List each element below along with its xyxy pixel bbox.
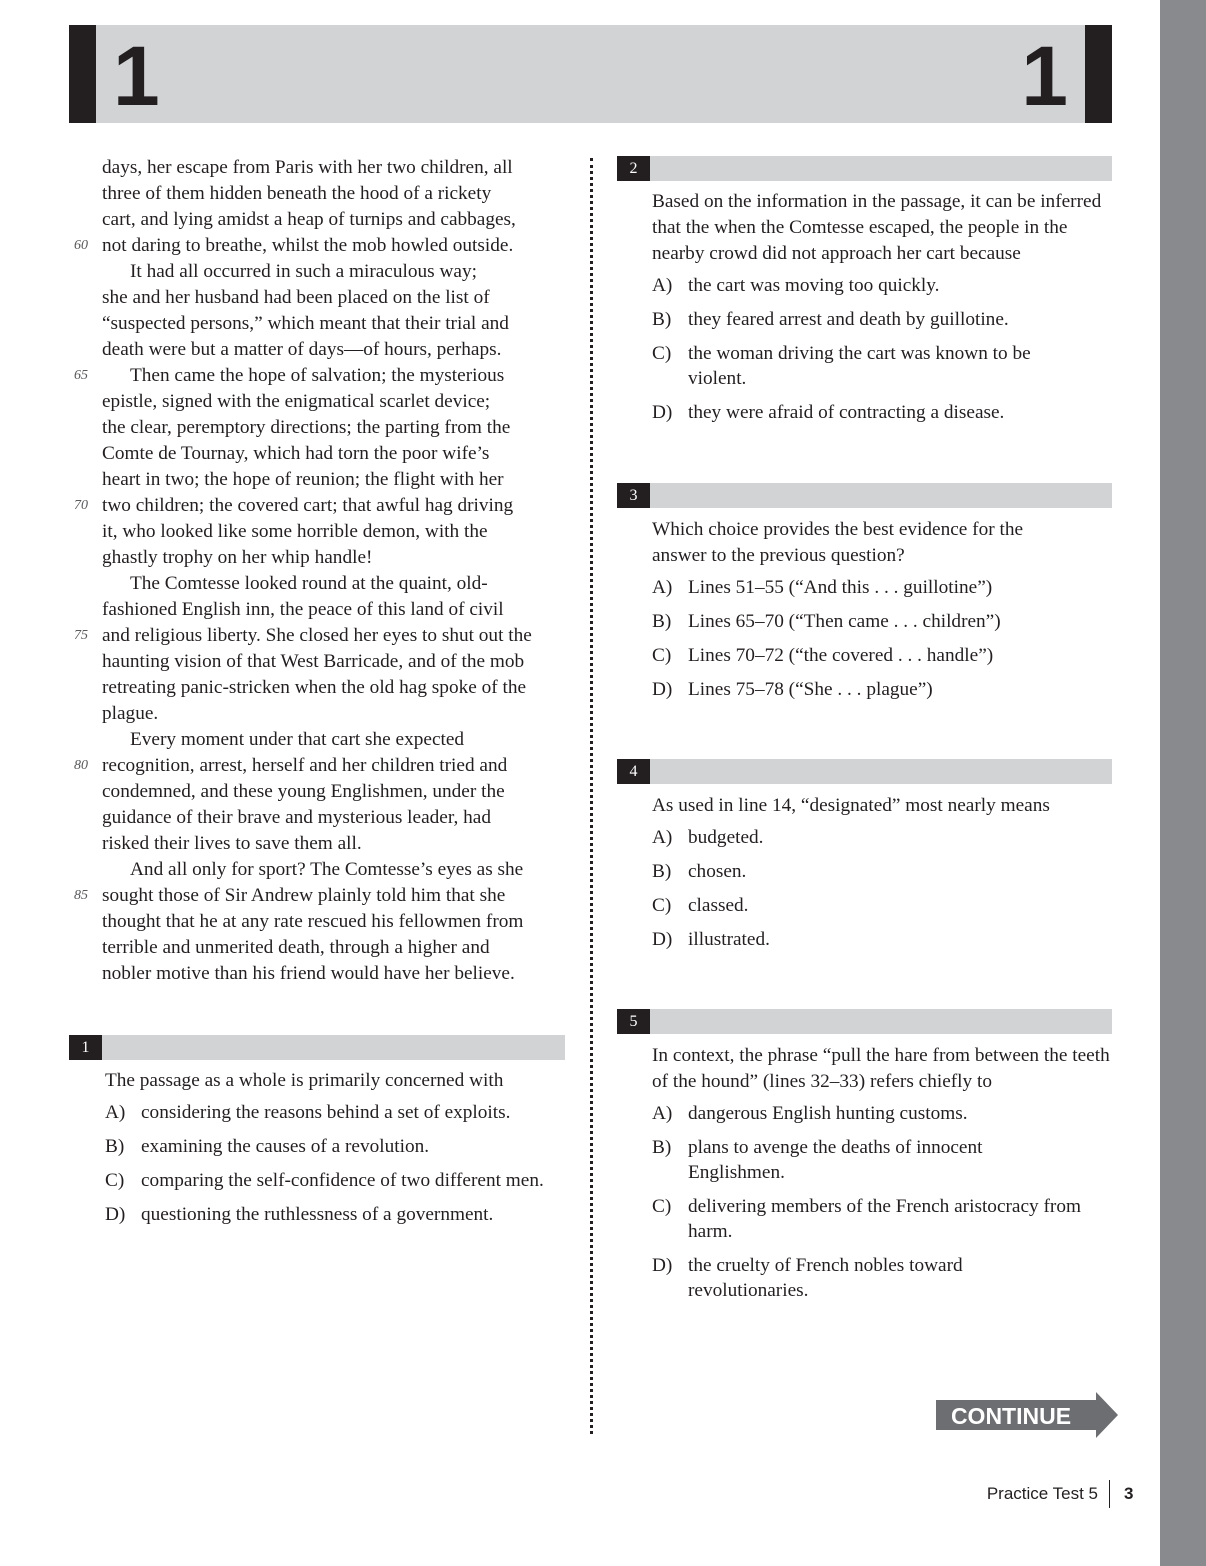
question-2-number: 2 (617, 156, 650, 181)
answer-choice[interactable] (652, 609, 1072, 634)
passage-line (102, 701, 572, 727)
choice-text: considering the reasons behind a set of exploits. (141, 1102, 511, 1123)
page-edge-strip (1160, 0, 1206, 1566)
question-5-number: 5 (617, 1009, 650, 1034)
answer-choice[interactable] (652, 273, 1114, 298)
line-number: 85 (74, 888, 88, 903)
question-stem: Which choice provides the best evidence for the answer to the previous question? (652, 519, 1024, 566)
passage-line-text: and religious liberty. She closed her eyes to shut out the (102, 625, 532, 646)
passage-line-text: recognition, arrest, herself and her children tried and (102, 755, 508, 776)
question-5-bar (617, 1009, 1112, 1034)
passage-line-text: epistle, signed with the enigmatical scarlet device; (102, 391, 491, 412)
choice-letter: C) (652, 895, 672, 916)
line-number: 75 (74, 628, 88, 643)
choice-letter: C) (652, 645, 672, 666)
passage-line-text: Every moment under that cart she expected (130, 729, 465, 750)
passage-line (102, 259, 572, 285)
choice-letter: A) (652, 827, 673, 848)
passage-line (102, 779, 572, 805)
passage-line (102, 571, 572, 597)
answer-choice[interactable] (105, 1168, 575, 1193)
choice-text: illustrated. (688, 929, 770, 950)
question-stem: In context, the phrase “pull the hare from between the teeth of the hound” (lines 32–33) refers chiefly to (652, 1045, 1110, 1092)
section-number-left: 1 (113, 29, 160, 123)
answer-choice[interactable] (652, 893, 1114, 918)
choice-letter: D) (652, 929, 673, 950)
choice-text: plans to avenge the deaths of innocent Englishmen. (688, 1137, 983, 1183)
question-2 (652, 189, 1114, 434)
question-1-number: 1 (69, 1035, 102, 1060)
choice-letter: B) (105, 1136, 125, 1157)
passage-line (102, 337, 572, 363)
answer-choice[interactable] (652, 400, 1114, 425)
passage-line-text: “suspected persons,” which meant that their trial and (102, 313, 509, 334)
passage-line-text: death were but a matter of days—of hours, perhaps. (102, 339, 502, 360)
passage-line-text: It had all occurred in such a miraculous way; (130, 261, 477, 282)
choice-text: dangerous English hunting customs. (688, 1103, 968, 1124)
passage-line-text: haunting vision of that West Barricade, and of the mob (102, 651, 525, 672)
passage-line-text: it, who looked like some horrible demon, with the (102, 521, 488, 542)
choice-letter: B) (652, 861, 672, 882)
passage-line (74, 233, 572, 259)
passage-line (102, 649, 572, 675)
passage-line (102, 415, 572, 441)
question-stem: As used in line 14, “designated” most nearly means (652, 795, 1050, 816)
choice-letter: A) (652, 1103, 673, 1124)
choice-text: the cruelty of French nobles toward revolutionaries. (688, 1255, 963, 1301)
passage-line (102, 909, 572, 935)
choice-text: the woman driving the cart was known to be violent. (688, 343, 1031, 389)
passage-line-text: Comte de Tournay, which had torn the poor wife’s (102, 443, 490, 464)
passage-line-text: sought those of Sir Andrew plainly told him that she (102, 885, 506, 906)
passage-line (102, 155, 572, 181)
choice-letter: B) (652, 309, 672, 330)
passage-line-text: cart, and lying amidst a heap of turnips and cabbages, (102, 209, 516, 230)
passage-line (102, 389, 572, 415)
passage-line (74, 363, 572, 389)
passage-line-text: two children; the covered cart; that awful hag driving (102, 495, 514, 516)
answer-choice[interactable] (105, 1202, 575, 1227)
choice-text: Lines 51–55 (“And this . . . guillotine”) (688, 577, 993, 598)
passage-line-text: risked their lives to save them all. (102, 833, 362, 854)
question-4-bar (617, 759, 1112, 784)
choice-text: delivering members of the French aristocracy from harm. (688, 1196, 1081, 1242)
answer-choice[interactable] (652, 341, 1068, 391)
passage-line-text: three of them hidden beneath the hood of a rickety (102, 183, 492, 204)
passage-line-text: ghastly trophy on her whip handle! (102, 547, 373, 568)
passage-line (102, 961, 572, 987)
question-5 (652, 1043, 1114, 1312)
passage-line (102, 935, 572, 961)
passage-line-text: days, her escape from Paris with her two children, all (102, 157, 513, 178)
choice-letter: C) (652, 1196, 672, 1217)
passage-line-text: the clear, peremptory directions; the parting from the (102, 417, 511, 438)
answer-choice[interactable] (652, 927, 1114, 952)
answer-choice[interactable] (105, 1134, 575, 1159)
question-2-bar (617, 156, 1112, 181)
answer-choice[interactable] (105, 1100, 575, 1125)
question-stem: The passage as a whole is primarily concerned with (105, 1070, 504, 1091)
question-1-bar (69, 1035, 565, 1060)
choice-text: budgeted. (688, 827, 764, 848)
choice-letter: D) (105, 1204, 126, 1225)
choice-text: questioning the ruthlessness of a government. (141, 1204, 494, 1225)
passage-line (102, 675, 572, 701)
choice-text: classed. (688, 895, 749, 916)
passage-line-text: she and her husband had been placed on the list of (102, 287, 490, 308)
passage-line-text: Then came the hope of salvation; the mysterious (130, 365, 505, 386)
passage-line (102, 857, 572, 883)
passage-line (74, 493, 572, 519)
passage-line (102, 597, 572, 623)
column-divider (590, 158, 593, 1434)
choice-text: the cart was moving too quickly. (688, 275, 940, 296)
footer-test-name: Practice Test 5 (986, 1484, 1098, 1503)
continue-label: CONTINUE (950, 1403, 1072, 1429)
passage-line-text: thought that he at any rate rescued his fellowmen from (102, 911, 524, 932)
passage-line-text: condemned, and these young Englishmen, under the (102, 781, 505, 802)
passage-line-text: fashioned English inn, the peace of this land of civil (102, 599, 504, 620)
choice-letter: D) (652, 679, 673, 700)
line-number: 80 (74, 758, 88, 773)
choice-text: examining the causes of a revolution. (141, 1136, 430, 1157)
answer-choice[interactable] (652, 1194, 1108, 1244)
section-header (69, 25, 1112, 123)
question-4 (652, 793, 1114, 961)
question-3 (652, 517, 1072, 711)
passage-line-text: heart in two; the hope of reunion; the flight with her (102, 469, 504, 490)
choice-letter: C) (652, 343, 672, 364)
choice-text: comparing the self-confidence of two different men. (141, 1170, 544, 1191)
answer-choice[interactable] (652, 1135, 1058, 1185)
passage-line (102, 545, 572, 571)
choice-letter: A) (652, 577, 673, 598)
question-stem: Based on the information in the passage, it can be inferred that the when the Comtesse escaped, the people in the nearby crowd did not approach her cart because (652, 191, 1102, 264)
question-3-bar (617, 483, 1112, 508)
footer-separator (1109, 1480, 1110, 1508)
answer-choice[interactable] (652, 1253, 1058, 1303)
passage-line (102, 519, 572, 545)
choice-text: Lines 65–70 (“Then came . . . children”) (688, 611, 1001, 632)
choice-letter: C) (105, 1170, 125, 1191)
question-3-number: 3 (617, 483, 650, 508)
choice-letter: D) (652, 1255, 673, 1276)
answer-choice[interactable] (652, 575, 1072, 600)
choice-text: Lines 75–78 (“She . . . plague”) (688, 679, 933, 700)
header-right-block (1085, 25, 1112, 123)
answer-choice[interactable] (652, 859, 1114, 884)
passage-line-text: The Comtesse looked round at the quaint, old- (130, 573, 488, 594)
answer-choice[interactable] (652, 677, 1072, 702)
passage-line-text: not daring to breathe, whilst the mob howled outside. (102, 235, 514, 256)
choice-text: Lines 70–72 (“the covered . . . handle”) (688, 645, 994, 666)
question-4-number: 4 (617, 759, 650, 784)
passage-line (74, 623, 572, 649)
passage-line (102, 831, 572, 857)
passage-line-text: nobler motive than his friend would have her believe. (102, 963, 515, 984)
passage-line (102, 727, 572, 753)
answer-choice[interactable] (652, 643, 1072, 668)
reading-passage (74, 155, 572, 987)
choice-text: they were afraid of contracting a disease. (688, 402, 1005, 423)
passage-line (102, 311, 572, 337)
choice-letter: A) (652, 275, 673, 296)
passage-line (102, 467, 572, 493)
question-1 (105, 1068, 575, 1236)
choice-text: they feared arrest and death by guillotine. (688, 309, 1009, 330)
passage-line-text: guidance of their brave and mysterious leader, had (102, 807, 491, 828)
continue-button[interactable] (936, 1392, 1118, 1438)
answer-choice[interactable] (652, 1101, 1058, 1126)
choice-letter: A) (105, 1102, 126, 1123)
section-number-right: 1 (1021, 29, 1068, 123)
passage-line (102, 207, 572, 233)
answer-choice[interactable] (652, 825, 1114, 850)
header-left-block (69, 25, 96, 123)
passage-line-text: retreating panic-stricken when the old hag spoke of the (102, 677, 527, 698)
passage-line (74, 883, 572, 909)
line-number: 60 (74, 238, 88, 253)
choice-letter: B) (652, 611, 672, 632)
passage-line (74, 753, 572, 779)
choice-letter: D) (652, 402, 673, 423)
passage-line (102, 805, 572, 831)
line-number: 70 (74, 498, 88, 513)
passage-line-text: plague. (102, 703, 159, 724)
choice-text: chosen. (688, 861, 747, 882)
passage-line-text: And all only for sport? The Comtesse’s eyes as she (130, 859, 524, 880)
passage-line (102, 441, 572, 467)
answer-choice[interactable] (652, 307, 1114, 332)
passage-line-text: terrible and unmerited death, through a higher and (102, 937, 490, 958)
footer-page-number: 3 (1124, 1484, 1134, 1503)
line-number: 65 (74, 368, 88, 383)
passage-line (102, 285, 572, 311)
passage-line (102, 181, 572, 207)
choice-letter: B) (652, 1137, 672, 1158)
